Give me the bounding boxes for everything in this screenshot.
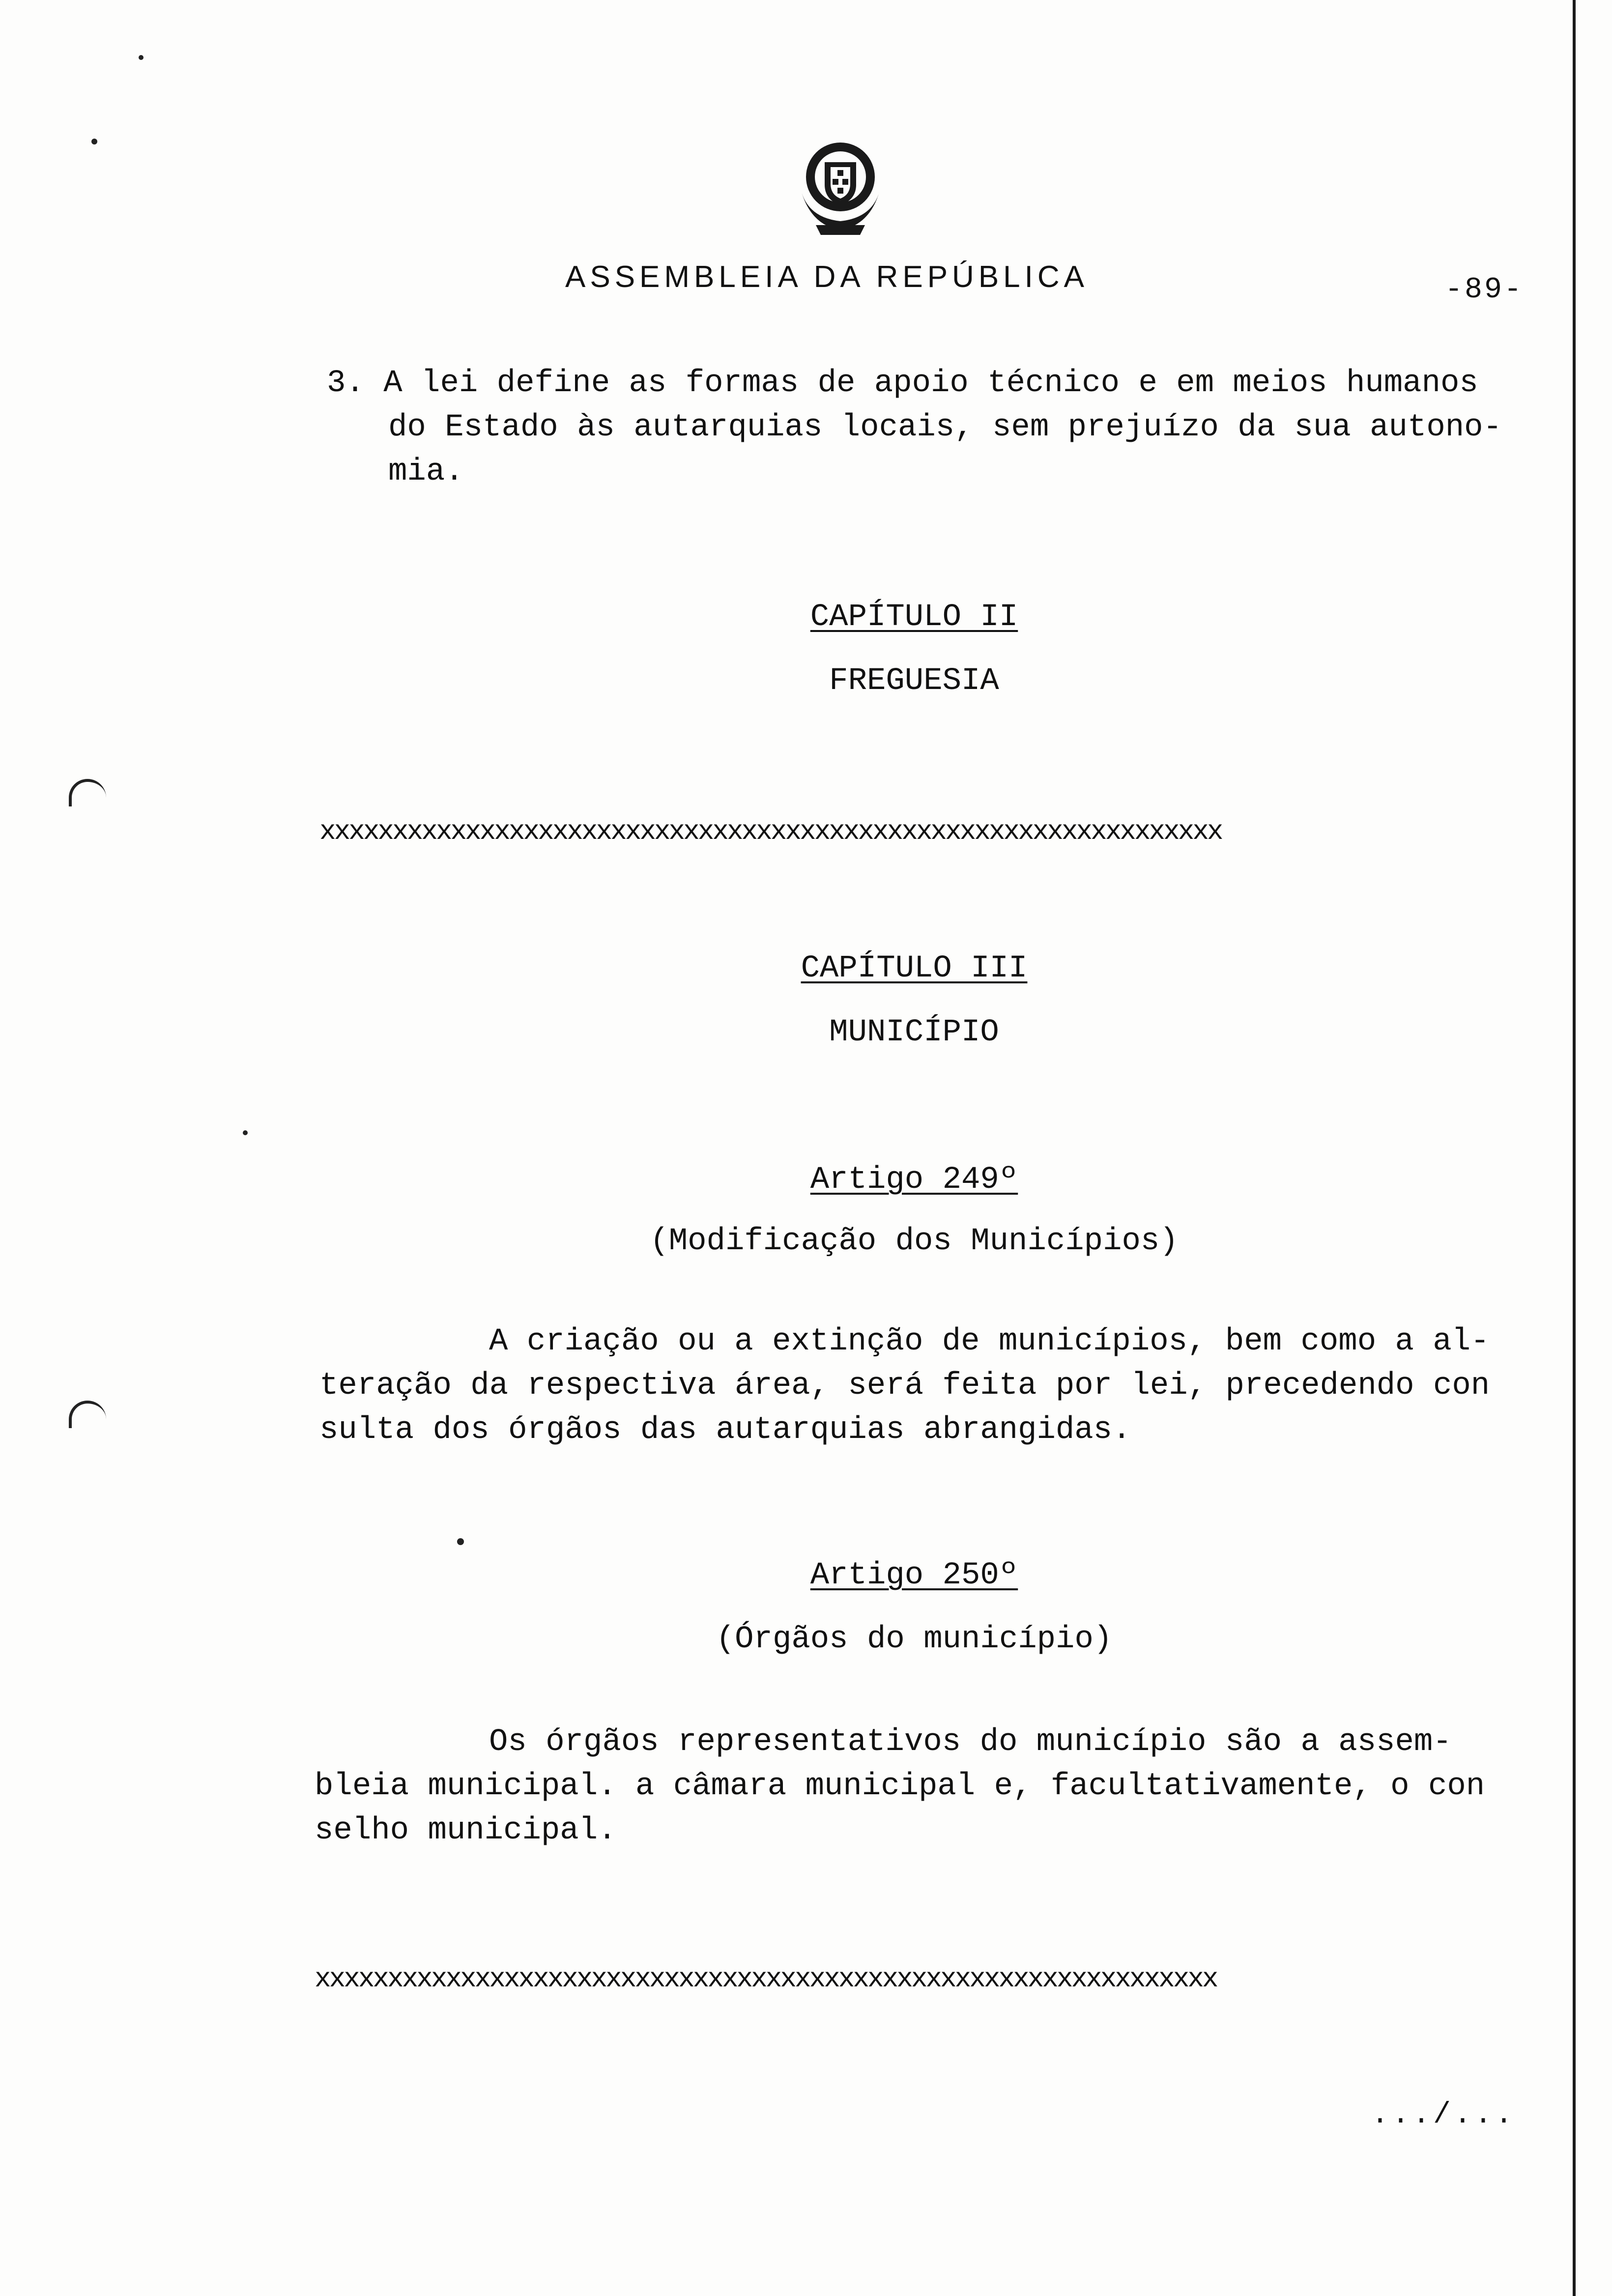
article-249-line-3: sulta dos órgãos das autarquias abrangidas.: [319, 1412, 1131, 1448]
scan-speck: [139, 55, 144, 60]
scan-speck: [243, 1130, 248, 1135]
article-250-title: Artigo 250º: [810, 1558, 1018, 1593]
continuation-marker: .../...: [1371, 2098, 1516, 2132]
article-250-heading: (Órgãos do município): [716, 1622, 1113, 1657]
article-249-title: Artigo 249º: [810, 1162, 1018, 1198]
coat-of-arms-icon: [786, 132, 894, 240]
chapter-3-title: CAPÍTULO III: [801, 951, 1028, 986]
paragraph-3-line-2: do Estado às autarquias locais, sem prejuízo da sua autono-: [388, 410, 1502, 445]
binder-hole-mark: [69, 779, 106, 806]
institution-header: ASSEMBLEIA DA REPÚBLICA: [565, 260, 1089, 294]
paragraph-3-line-1: 3. A lei define as formas de apoio técnico e em meios humanos: [327, 366, 1478, 401]
chapter-3-subtitle: MUNICÍPIO: [829, 1015, 999, 1050]
separator-line: xxxxxxxxxxxxxxxxxxxxxxxxxxxxxxxxxxxxxxxxxxxxxxxxxxxxxxxxxxxxxx: [319, 816, 1222, 847]
chapter-2-title: CAPÍTULO II: [810, 600, 1018, 635]
article-250-line-1: Os órgãos representativos do município são a assem-: [489, 1724, 1452, 1760]
page-number: -89-: [1445, 273, 1524, 307]
scan-speck: [457, 1538, 464, 1545]
article-249-heading: (Modificação dos Municípios): [650, 1224, 1179, 1259]
chapter-2-subtitle: FREGUESIA: [829, 663, 999, 699]
article-249-line-1: A criação ou a extinção de municípios, bem como a al-: [489, 1324, 1490, 1359]
separator-line: xxxxxxxxxxxxxxxxxxxxxxxxxxxxxxxxxxxxxxxxxxxxxxxxxxxxxxxxxxxxxx: [315, 1963, 1217, 1995]
binder-hole-mark: [69, 1401, 106, 1428]
article-249-line-2: teração da respectiva área, será feita por lei, precedendo con: [319, 1368, 1490, 1404]
page-edge: [1573, 0, 1576, 2296]
paragraph-3-line-3: mia.: [388, 454, 464, 489]
article-250-line-2: bleia municipal. a câmara municipal e, facultativamente, o con: [315, 1769, 1485, 1804]
scan-speck: [91, 139, 97, 144]
article-250-line-3: selho municipal.: [315, 1813, 617, 1848]
